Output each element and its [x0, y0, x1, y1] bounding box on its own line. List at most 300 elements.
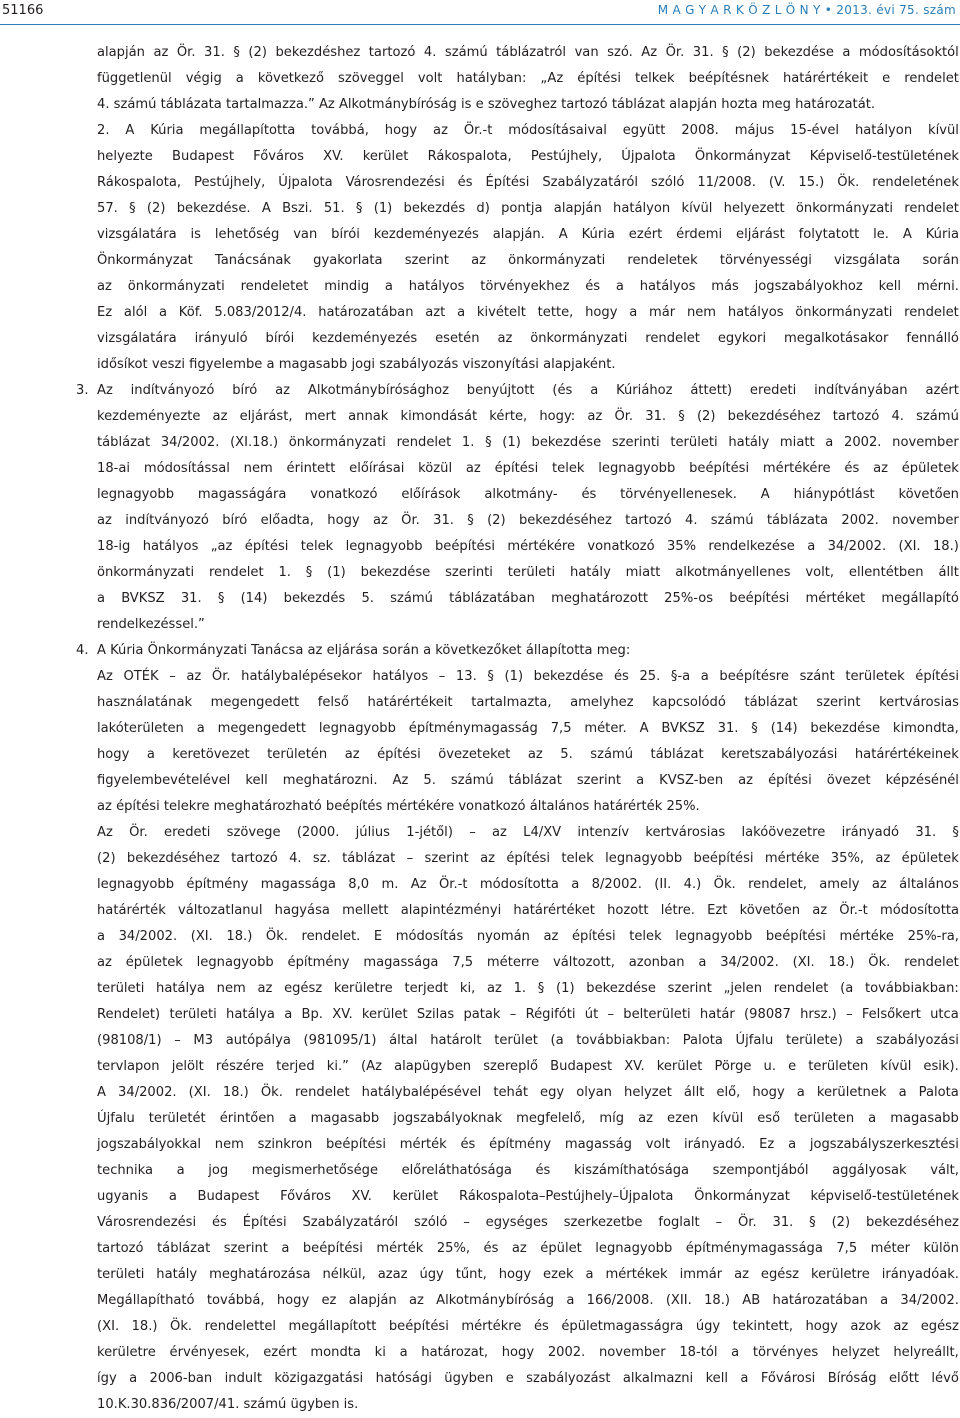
- word: legnagyobb: [318, 721, 396, 736]
- word: tartozó: [368, 45, 416, 60]
- word: indítványozó: [130, 383, 215, 398]
- word: áttett): [690, 383, 733, 398]
- word: 5.: [361, 591, 374, 606]
- word: aggályosak: [832, 1163, 907, 1178]
- word: 1.: [513, 981, 527, 996]
- word: tartozó: [231, 851, 278, 866]
- word: szóló: [414, 1215, 448, 1230]
- word: érdemi: [676, 227, 723, 242]
- word: 15.): [798, 175, 825, 190]
- word: 25.: [639, 669, 661, 684]
- text-line: [97, 898, 959, 924]
- word: önkormányzati: [288, 435, 386, 450]
- word: számú: [390, 591, 433, 606]
- word: szereplő: [483, 1059, 539, 1074]
- word: (1): [502, 435, 521, 450]
- word: 34/2002.: [900, 1293, 959, 1308]
- word: (2): [248, 45, 267, 60]
- word: kertvárosias: [879, 695, 959, 710]
- word: 5.: [423, 773, 436, 788]
- word: Köf.: [178, 305, 203, 320]
- word: az: [97, 513, 112, 528]
- word: megállapította: [199, 123, 296, 138]
- word: felső: [317, 695, 349, 710]
- word: 18.): [222, 1085, 249, 1100]
- word: számú: [113, 97, 161, 112]
- word: legnagyobb: [196, 955, 274, 970]
- word: (981095/1): [303, 1033, 377, 1048]
- word: előírások: [401, 487, 461, 502]
- word: miatt: [779, 435, 815, 450]
- word: bekezdése: [764, 45, 834, 60]
- word: 166/2008.: [586, 1293, 654, 1308]
- word: 31.: [204, 45, 225, 60]
- word: kívül: [712, 1111, 744, 1126]
- word: telkek: [634, 71, 675, 86]
- word: képviselő-testületének: [810, 1189, 959, 1204]
- word: általános: [899, 877, 959, 892]
- word: §: [537, 981, 545, 996]
- text-line: [97, 742, 959, 768]
- word: hatályos: [372, 669, 429, 684]
- word: Újpalota: [278, 175, 333, 190]
- word: övezet: [826, 773, 871, 788]
- word: Ör.: [211, 669, 231, 684]
- word: 18.): [828, 955, 855, 970]
- word: Az: [97, 825, 113, 840]
- word: jogszabályokhoz: [754, 279, 863, 294]
- word: november: [892, 435, 959, 450]
- word: a: [740, 1371, 749, 1386]
- word: „jelen: [723, 981, 763, 996]
- word: legnagyobb: [345, 539, 423, 554]
- word: hatályos: [142, 539, 199, 554]
- word: általános: [529, 799, 594, 814]
- text-line: [97, 1132, 959, 1158]
- word: és: [211, 1215, 227, 1230]
- word: beépítési: [326, 1137, 387, 1152]
- word: alapján: [553, 201, 602, 216]
- word: a: [590, 383, 599, 398]
- word: kerület: [362, 149, 409, 164]
- word: veszi: [151, 357, 190, 372]
- word: legnagyobb: [97, 877, 175, 892]
- word: állt: [938, 565, 959, 580]
- word: alapjaként.: [543, 357, 616, 372]
- word: közigazgatási: [274, 1371, 364, 1386]
- word: Kúria: [581, 227, 615, 242]
- word: irányadóak.: [881, 1267, 959, 1282]
- word: használatának: [97, 695, 193, 710]
- word: szó.: [607, 45, 633, 60]
- word: hogy: [805, 1319, 838, 1334]
- word: autópálya: [225, 1033, 291, 1048]
- word: Budapest: [550, 1059, 613, 1074]
- word: 13.: [455, 669, 477, 684]
- word: alapján: [669, 97, 722, 112]
- word: §-a: [670, 669, 691, 684]
- word: rendelet: [904, 955, 959, 970]
- word: határértékeit: [367, 695, 453, 710]
- word: határértékeinek: [854, 747, 959, 762]
- word: rendelet: [396, 435, 452, 450]
- word: törvényes: [752, 1345, 819, 1360]
- word: 4.): [683, 877, 702, 892]
- word: 18-ig: [97, 539, 131, 554]
- word: (XI.: [190, 929, 213, 944]
- word: technika: [97, 1163, 153, 1178]
- word: Ör.-t: [439, 877, 468, 892]
- text-line: [97, 1340, 959, 1366]
- word: bekezdéséhez: [727, 409, 821, 424]
- text-line: [97, 976, 959, 1002]
- word: Építési: [242, 1215, 287, 1230]
- word: azaz: [377, 1267, 408, 1282]
- word: méter.: [584, 721, 627, 736]
- word: legnagyobb: [675, 929, 753, 944]
- word: lehetőség: [214, 227, 280, 242]
- word: szempontjából: [712, 1163, 809, 1178]
- word: megengedett: [217, 721, 307, 736]
- word: megállapító: [881, 591, 959, 606]
- word: –: [406, 851, 414, 866]
- word: út: [584, 1007, 599, 1022]
- word: intenzív: [577, 825, 630, 840]
- word: míg: [599, 1111, 625, 1126]
- word: amely: [819, 877, 860, 892]
- word: szerint: [667, 981, 712, 996]
- word: (2): [146, 201, 166, 216]
- word: Városrendezési: [97, 1215, 197, 1230]
- word: legnagyobb: [595, 1241, 673, 1256]
- word: alapügyben: [394, 1059, 472, 1074]
- word: a: [898, 1085, 907, 1100]
- word: Újfalu: [735, 1033, 774, 1048]
- word: más: [711, 279, 739, 294]
- word: 31.: [180, 591, 202, 606]
- word: A: [639, 721, 649, 736]
- word: szerinti: [611, 435, 660, 450]
- word: ugyanis: [97, 1189, 149, 1204]
- word: telekre: [163, 799, 214, 814]
- word: a: [629, 305, 638, 320]
- word: alapintézményi: [400, 903, 502, 918]
- word: §: [487, 669, 494, 684]
- word: egységes: [485, 1215, 548, 1230]
- word: táblázat: [650, 747, 704, 762]
- text-line: [97, 1288, 959, 1314]
- word: 25%,: [436, 1241, 471, 1256]
- word: kerület: [361, 1007, 408, 1022]
- word: az: [275, 383, 291, 398]
- word: volt: [417, 71, 443, 86]
- word: szabályozási: [876, 1033, 959, 1048]
- word: beépítési: [388, 1319, 449, 1334]
- word: beépítési: [689, 461, 750, 476]
- word: is.: [343, 1397, 359, 1412]
- word: u.: [763, 1059, 777, 1074]
- word: bekezdéséhez: [518, 513, 612, 528]
- word: irányuló: [194, 331, 248, 346]
- word: szabályozást: [526, 1371, 611, 1386]
- word: mellett: [342, 903, 389, 918]
- word: bekezdéshez: [275, 45, 361, 60]
- word: alkalmazni: [622, 1371, 694, 1386]
- word: Önkormányzat: [97, 253, 193, 268]
- word: (98087: [744, 1007, 791, 1022]
- word: 34/2002.: [160, 435, 220, 450]
- word: területi: [670, 435, 718, 450]
- word: rendelkezéssel.”: [97, 617, 205, 632]
- word: foglalt: [658, 1215, 700, 1230]
- word: bekezdés: [403, 201, 466, 216]
- word: önkormányzati: [530, 331, 628, 346]
- word: így: [97, 1371, 117, 1386]
- word: vizsgálatára: [97, 227, 177, 242]
- word: KVSZ-ben: [659, 773, 724, 788]
- word: előtt: [888, 1371, 919, 1386]
- word: irányadó.: [684, 1137, 746, 1152]
- word: rendelettel: [204, 1319, 277, 1334]
- word: –: [509, 1007, 517, 1022]
- word: megfelelő,: [516, 1111, 586, 1126]
- word: bekezdése: [810, 721, 881, 736]
- word: törvényellenesek.: [620, 487, 737, 502]
- word: Pörge: [714, 1059, 752, 1074]
- word: 34/2002.: [827, 539, 887, 554]
- word: keretszabályozási: [721, 747, 838, 762]
- word: számú: [916, 409, 959, 424]
- word: Önkormányzati: [147, 643, 252, 658]
- word: a: [855, 1033, 864, 1048]
- word: változatlanul: [177, 903, 263, 918]
- text-line: [97, 560, 959, 586]
- word: területén: [267, 747, 328, 762]
- text-line: [97, 664, 959, 690]
- word: ellentétben: [848, 565, 924, 580]
- word: Tanácsa: [251, 643, 308, 658]
- word: a: [235, 71, 244, 86]
- word: telek: [300, 539, 334, 554]
- word: (14): [770, 721, 798, 736]
- word: meg: [761, 97, 796, 112]
- word: helyreállt,: [893, 1345, 959, 1360]
- word: rendelet,: [748, 877, 807, 892]
- word: a: [97, 591, 106, 606]
- word: Rendelet): [97, 1007, 161, 1022]
- word: Ök.: [170, 1319, 193, 1334]
- word: Budapest: [197, 1189, 260, 1204]
- word: Kúria: [110, 643, 148, 658]
- word: hogy: [585, 305, 618, 320]
- word: építési: [116, 799, 164, 814]
- word: hatály: [569, 565, 611, 580]
- word: kimondta,: [892, 721, 959, 736]
- word: az: [812, 903, 828, 918]
- text-line: [97, 300, 959, 326]
- word: területen: [794, 1111, 855, 1126]
- text-line: [76, 378, 959, 404]
- word: táblázat: [611, 97, 670, 112]
- word: a: [700, 669, 709, 684]
- word: –: [715, 1215, 723, 1230]
- word: Ör.: [401, 513, 420, 528]
- word: kerület: [392, 1189, 439, 1204]
- word: §: [751, 721, 758, 736]
- word: kívül: [928, 123, 959, 138]
- word: (1): [556, 981, 575, 996]
- word: XV.: [332, 1007, 353, 1022]
- word: Az: [97, 383, 113, 398]
- word: utca: [930, 1007, 959, 1022]
- word: Ör.: [737, 1215, 757, 1230]
- word: a: [288, 1111, 297, 1126]
- word: épületek: [901, 851, 959, 866]
- text-line: [97, 1080, 959, 1106]
- word: a: [168, 1189, 177, 1204]
- word: módosításoktól: [858, 45, 959, 60]
- word: méterre: [486, 955, 540, 970]
- word: helyzet: [624, 1085, 672, 1100]
- word: előadta,: [260, 513, 314, 528]
- word: (II.: [654, 877, 672, 892]
- word: amelyhez: [570, 695, 634, 710]
- word: szerinti: [445, 565, 493, 580]
- word: Ök.: [837, 175, 860, 190]
- word: azok: [850, 1319, 881, 1334]
- word: és: [581, 487, 597, 502]
- word: szánt: [799, 669, 835, 684]
- word: Rákospalota–Pestújhely–Újpalota: [458, 1189, 674, 1204]
- word: legnagyobb: [598, 461, 676, 476]
- word: beépítés: [325, 799, 387, 814]
- word: patak: [463, 1007, 501, 1022]
- word: az: [372, 513, 388, 528]
- word: épületek: [901, 461, 959, 476]
- word: megalkotásakor: [783, 331, 889, 346]
- word: Ök.: [868, 955, 891, 970]
- word: szerint: [424, 851, 469, 866]
- word: beépítési: [729, 591, 790, 606]
- word: (XI.: [792, 955, 815, 970]
- word: rendelet: [294, 1085, 350, 1100]
- word: 34/2002.: [118, 1085, 177, 1100]
- word: építési: [915, 669, 959, 684]
- word: magasabb: [890, 1111, 959, 1126]
- word: magassága: [260, 877, 336, 892]
- word: 31.: [645, 409, 667, 424]
- word: –: [469, 825, 476, 840]
- word: követően: [739, 903, 801, 918]
- word: mértéke: [839, 929, 894, 944]
- word: Önkormányzat: [694, 1189, 790, 1204]
- word: hatályos: [408, 279, 465, 294]
- word: rendeletet: [240, 279, 309, 294]
- word: a: [266, 357, 279, 372]
- word: rendelet: [904, 201, 959, 216]
- word: továbbá,: [311, 123, 369, 138]
- word: –: [607, 1007, 615, 1022]
- word: a: [825, 435, 834, 450]
- word: (2): [831, 1215, 851, 1230]
- word: vonatkozó: [310, 487, 378, 502]
- word: 18.): [704, 1293, 731, 1308]
- word: határértékeit: [782, 71, 869, 86]
- word: (Az: [361, 1059, 382, 1074]
- word: telek: [552, 461, 585, 476]
- word: rendelkezése: [708, 539, 795, 554]
- word: a: [284, 1007, 293, 1022]
- text-line: [97, 1366, 959, 1392]
- word: ki,: [459, 981, 476, 996]
- word: a: [615, 279, 624, 294]
- text-line: [97, 92, 959, 118]
- text-line: [97, 950, 959, 976]
- word: magasságára: [197, 487, 287, 502]
- word: épületek: [125, 955, 183, 970]
- word: Kúriához: [616, 383, 673, 398]
- word: gyakorlata: [313, 253, 383, 268]
- word: meg:: [596, 643, 631, 658]
- word: táblázat: [97, 435, 151, 450]
- word: az: [738, 773, 754, 788]
- word: az: [587, 409, 603, 424]
- word: magasabb: [310, 1111, 380, 1126]
- word: úgy: [695, 1319, 721, 1334]
- word: építési: [768, 773, 812, 788]
- word: kapcsolódó: [652, 695, 726, 710]
- word: magasabb: [278, 357, 352, 372]
- word: érintően: [219, 1111, 275, 1126]
- word: BVKSZ: [121, 591, 165, 606]
- word: határ: [699, 1007, 735, 1022]
- word: 7,5: [550, 721, 572, 736]
- word: Városrendezési: [345, 175, 445, 190]
- word: egykori: [717, 331, 767, 346]
- word: rendeletek: [627, 253, 698, 268]
- word: Pestújhely,: [530, 149, 603, 164]
- text-line: [97, 1392, 959, 1418]
- word: számú: [590, 747, 634, 762]
- word: hogy: [327, 513, 360, 528]
- word: Önkormányzat: [694, 149, 791, 164]
- word: Ezt: [707, 903, 728, 918]
- word: fennálló: [906, 331, 959, 346]
- word: méter: [870, 1241, 911, 1256]
- word: érintett: [286, 461, 336, 476]
- word: Képviselő-testületének: [809, 149, 959, 164]
- word: kertvárosias: [645, 825, 726, 840]
- word: ki.”: [326, 1059, 349, 1074]
- word: területen: [808, 1059, 869, 1074]
- word: alkotmányellenes: [675, 565, 791, 580]
- word: területi: [507, 565, 556, 580]
- word: eljárást,: [239, 409, 293, 424]
- word: 25%-ra,: [907, 929, 959, 944]
- word: telek: [561, 851, 594, 866]
- word: rendelet: [904, 305, 959, 320]
- word: mértékre: [461, 1319, 522, 1334]
- word: építési: [506, 851, 550, 866]
- word: Újpalota: [621, 149, 676, 164]
- word: terület: [494, 1033, 538, 1048]
- word: a: [176, 1163, 185, 1178]
- text-line: [97, 222, 959, 248]
- word: ügyben: [444, 1371, 494, 1386]
- word: rendeletének: [872, 175, 959, 190]
- word: bírói: [331, 227, 360, 242]
- word: helyezett: [723, 201, 785, 216]
